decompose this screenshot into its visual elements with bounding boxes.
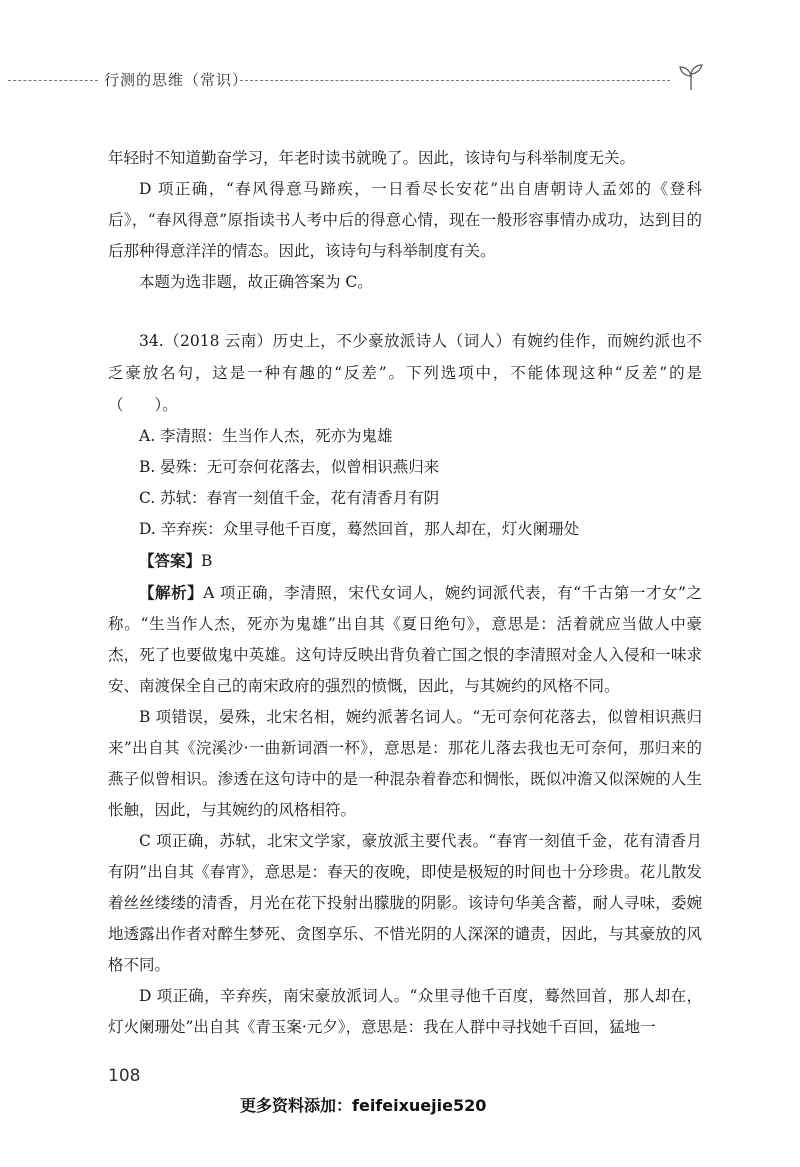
question-option-b: B. 晏殊：无可奈何花落去，似曾相识燕归来 xyxy=(139,458,440,476)
header-divider-right xyxy=(240,80,670,81)
footer-note: 更多资料添加：feifeixuejie520 xyxy=(240,1096,487,1115)
answer-label: 【答案】 xyxy=(139,551,202,570)
header-divider-left xyxy=(8,80,98,81)
page-content xyxy=(108,143,702,1043)
analysis-a-text: A 项正确，李清照，宋代女词人，婉约词派代表，有“千古第一才女”之称。“生当作人杰，死亦为鬼雄”出自其《夏日绝句》，意思是：活着就应当做人中豪杰，死了也要做鬼中英雄。这句诗反映出背负着亡国之恨的李清照对金人入侵和一味求安、南渡保全自己的南宋政府的强烈的愤慨，因此，与其婉约的风格不同。 xyxy=(108,584,702,695)
paragraph-conclusion: 本题为选非题，故正确答案为 C。 xyxy=(139,273,373,291)
analysis-option-a xyxy=(108,577,702,702)
leaf-ornament-icon xyxy=(676,62,706,92)
question-option-d: D. 辛弃疾：众里寻他千百度，蓦然回首，那人却在，灯火阑珊处 xyxy=(139,520,580,538)
analysis-label: 【解析】 xyxy=(139,583,204,602)
question-stem: 34.（2018 云南）历史上，不少豪放派诗人（词人）有婉约佳作，而婉约派也不乏豪放名句，这是一种有趣的“反差”。下列选项中，不能体现这种“反差”的是（ ）。 xyxy=(108,332,702,414)
analysis-option-b: B 项错误，晏殊，北宋名相，婉约派著名词人。“无可奈何花落去，似曾相识燕归来”出自其《浣溪沙·一曲新词酒一杯》，意思是：那花儿落去我也无可奈何，那归来的燕子似曾相识。渗透在这句诗中的是一种混杂着眷恋和惆怅，既似冲澹又似深婉的人生怅触，因此，与其婉约的风格相符。 xyxy=(108,708,702,819)
running-title: 行测的思维（常识） xyxy=(104,71,249,89)
answer-line xyxy=(108,545,702,577)
paragraph-continuation: 年轻时不知道勤奋学习，年老时读书就晚了。因此，该诗句与科举制度无关。 xyxy=(108,149,636,167)
analysis-option-c: C 项正确，苏轼，北宋文学家，豪放派主要代表。“春宵一刻值千金，花有清香月有阴”出自其《春宵》，意思是：春天的夜晚，即使是极短的时间也十分珍贵。花儿散发着丝丝缕缕的清香，月光在花下投射出朦胧的阴影。该诗句华美含蓄，耐人寻味，委婉地透露出作者对醉生梦死、贪图享乐、不惜光阴的人深深的谴责，因此，与其豪放的风格不同。 xyxy=(108,832,702,974)
paragraph-option-d-explanation: D 项正确，“春风得意马蹄疾，一日看尽长安花”出自唐朝诗人孟郊的《登科后》，“春风得意”原指读书人考中后的得意心情，现在一般形容事情办成功，达到目的后那种得意洋洋的情态。因此，该诗句与科举制度有关。 xyxy=(108,180,702,260)
question-option-a: A. 李清照：生当作人杰，死亦为鬼雄 xyxy=(139,427,393,445)
page-number: 108 xyxy=(108,1066,141,1086)
running-header xyxy=(0,62,800,102)
analysis-option-d: D 项正确，辛弃疾，南宋豪放派词人。“众里寻他千百度，蓦然回首，那人却在，灯火阑珊处”出自其《青玉案·元夕》，意思是：我在人群中寻找她千百回，猛地一 xyxy=(108,987,702,1036)
question-option-c: C. 苏轼：春宵一刻值千金，花有清香月有阴 xyxy=(139,489,440,507)
answer-value: B xyxy=(201,552,213,570)
